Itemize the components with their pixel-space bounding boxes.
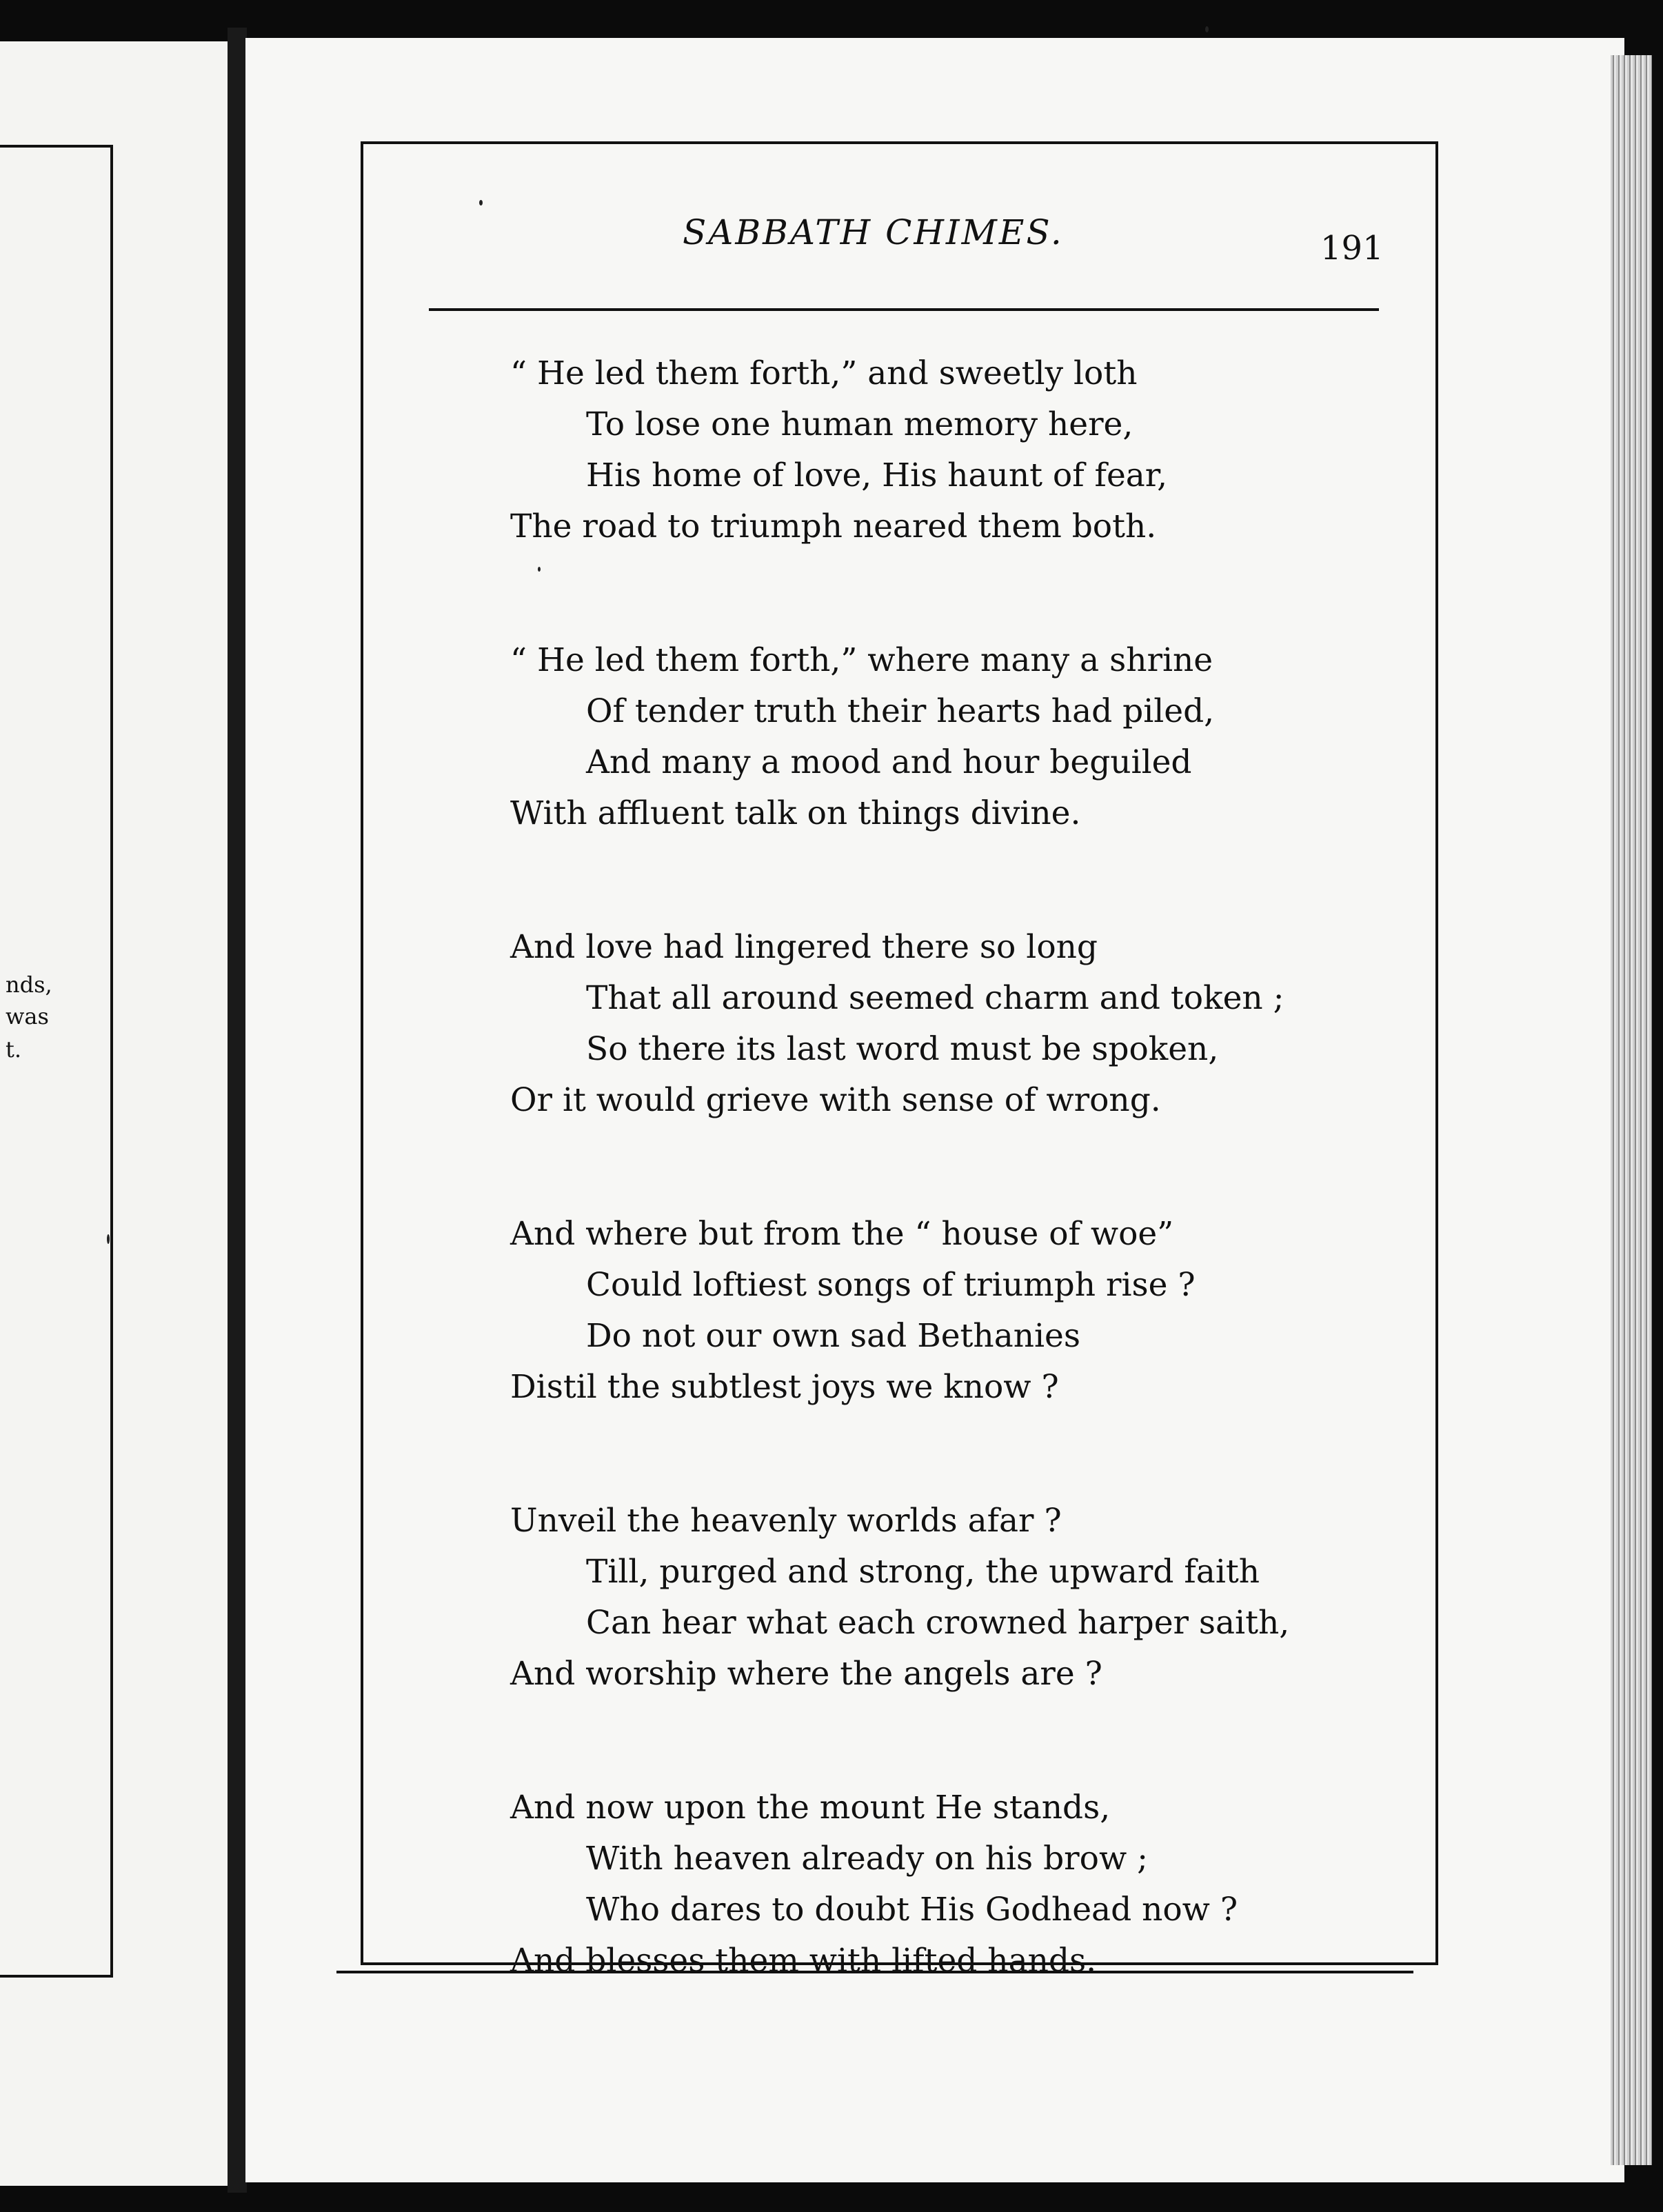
previous-page-fragment: nds, [6,972,52,998]
previous-page-fragment: t. [6,1036,22,1063]
header-rule [429,308,1379,311]
page-number: 191 [1320,229,1384,268]
scan-speck [538,567,541,572]
stanza [510,1496,1372,1700]
poem-line: Can hear what each crowned harper saith, [586,1604,1290,1642]
poem-line: To lose one human memory here, [586,405,1133,443]
poem-line: Distil the subtlest joys we know ? [510,1368,1059,1406]
poem-line: That all around seemed charm and token ; [586,979,1284,1017]
poem-line: With affluent talk on things divine. [510,794,1081,832]
poem-line: Till, purged and strong, the upward faith [586,1553,1260,1591]
poem-line: The road to triumph neared them both. [510,507,1157,545]
stanza [510,348,1372,552]
stanza [510,635,1372,839]
poem-line: Who dares to doubt His Godhead now ? [586,1891,1238,1929]
previous-page-fragment: was [6,1003,49,1029]
scan-speck [107,1234,110,1244]
running-title: SABBATH CHIMES. [683,212,1064,252]
book-gutter [228,28,247,2193]
poem-line: Or it would grieve with sense of wrong. [510,1081,1161,1119]
previous-page [0,41,228,2186]
poem-line: With heaven already on his brow ; [586,1840,1148,1878]
poem-line: And worship where the angels are ? [510,1655,1102,1693]
stanza [510,922,1372,1126]
poem-line: Unveil the heavenly worlds afar ? [510,1502,1062,1540]
poem-line: And many a mood and hour beguiled [586,743,1192,781]
stanza [510,1209,1372,1413]
scan-speck [1205,26,1209,32]
poem-line: “ He led them forth,” where many a shrine [510,641,1213,679]
poem-line: And now upon the mount He stands, [510,1789,1111,1827]
poem-line: And love had lingered there so long [510,928,1098,966]
poem-line: And where but from the “ house of woe” [510,1215,1174,1253]
poem-line: So there its last word must be spoken, [586,1030,1219,1068]
poem-line: Of tender truth their hearts had piled, [586,692,1215,730]
stanza [510,1782,1372,1987]
poem-line: And blesses them with lifted hands. [510,1942,1097,1980]
page-edges [1611,55,1652,2165]
poem-line: Could loftiest songs of triumph rise ? [586,1266,1196,1304]
poem-line: “ He led them forth,” and sweetly loth [510,354,1138,392]
scan-speck [479,200,483,205]
poem-line: His home of love, His haunt of fear, [586,456,1168,494]
poem-line: Do not our own sad Bethanies [586,1317,1080,1355]
poem [510,348,1372,2069]
